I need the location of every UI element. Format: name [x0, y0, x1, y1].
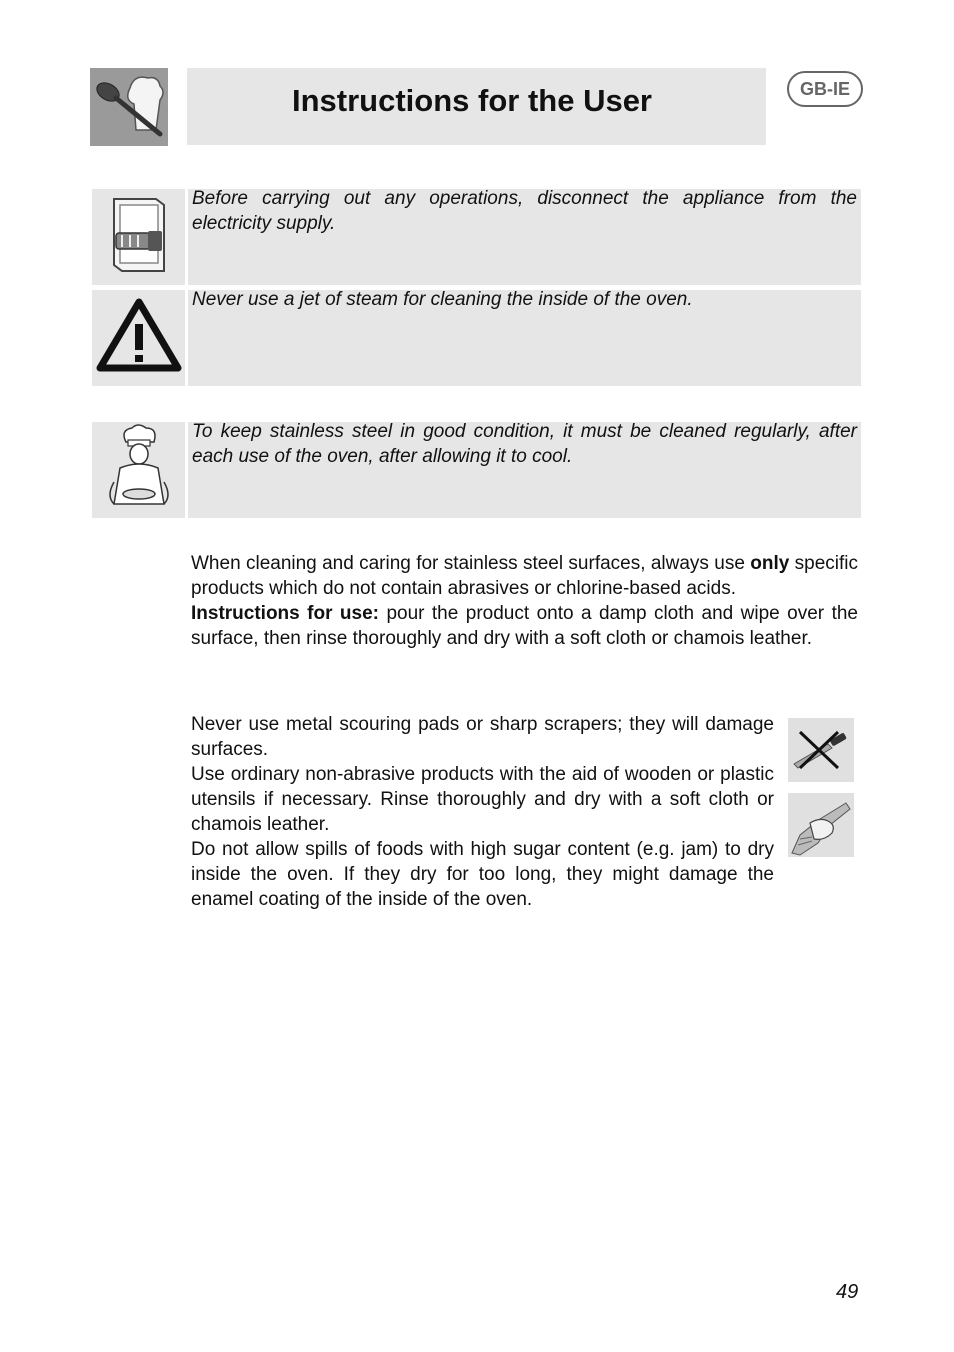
title-bar — [187, 68, 766, 145]
language-badge: GB-IE — [787, 71, 863, 107]
page-title: Instructions for the User — [292, 83, 652, 118]
hand-cloth-icon — [788, 793, 854, 857]
note-text-cell — [188, 422, 861, 518]
care-warnings — [191, 712, 774, 912]
paragraph-text: Do not allow spills of foods with high sugar content (e.g. jam) to dry inside the oven. If they dry for too long, they might damage the enamel coating of the inside of the oven. — [191, 839, 774, 910]
logo — [90, 68, 168, 146]
note-icon-cell-unplug — [92, 189, 185, 285]
chef-icon — [92, 422, 185, 518]
paragraph-text: specific products which do not contain abrasives or chlorine-based acids. — [191, 553, 859, 599]
emphasis-text: only — [750, 553, 790, 574]
note-text: Never use a jet of steam for cleaning the inside of the oven. — [192, 289, 693, 310]
paragraph-text: When cleaning and caring for stainless steel surfaces, always use — [191, 553, 745, 574]
paragraph-text: Use ordinary non-abrasive products with the aid of wooden or plastic utensils if necessary. Rinse thoroughly and dry with a soft cloth or chamois leather. — [191, 764, 774, 835]
paragraph-text: pour the product onto a damp cloth and wipe over the surface, then rinse thoroughly and dry with a soft cloth or chamois leather. — [191, 603, 858, 649]
page-number: 49 — [836, 1281, 859, 1303]
note-text: To keep stainless steel in good condition, it must be cleaned regularly, after each use of the oven, after allowing it to cool. — [192, 421, 857, 467]
warning-triangle-icon — [92, 290, 185, 386]
note-text-cell — [188, 189, 861, 285]
note-icon-cell-warning — [92, 290, 185, 386]
paragraph-text: Never use metal scouring pads or sharp scrapers; they will damage surfaces. — [191, 714, 774, 760]
no-scraper-icon — [788, 718, 854, 782]
hand-cloth-thumbnail — [788, 793, 854, 857]
cleaning-instructions — [191, 551, 858, 651]
note-text: Before carrying out any operations, disconnect the appliance from the electricity supply. — [192, 188, 857, 234]
unplug-socket-icon — [92, 189, 185, 285]
no-scraper-thumbnail — [788, 718, 854, 782]
note-icon-cell-chef — [92, 422, 185, 518]
note-text-cell — [188, 290, 861, 386]
instructions-heading: Instructions for use: — [191, 603, 379, 624]
spoon-chef-hat-icon — [90, 68, 168, 146]
